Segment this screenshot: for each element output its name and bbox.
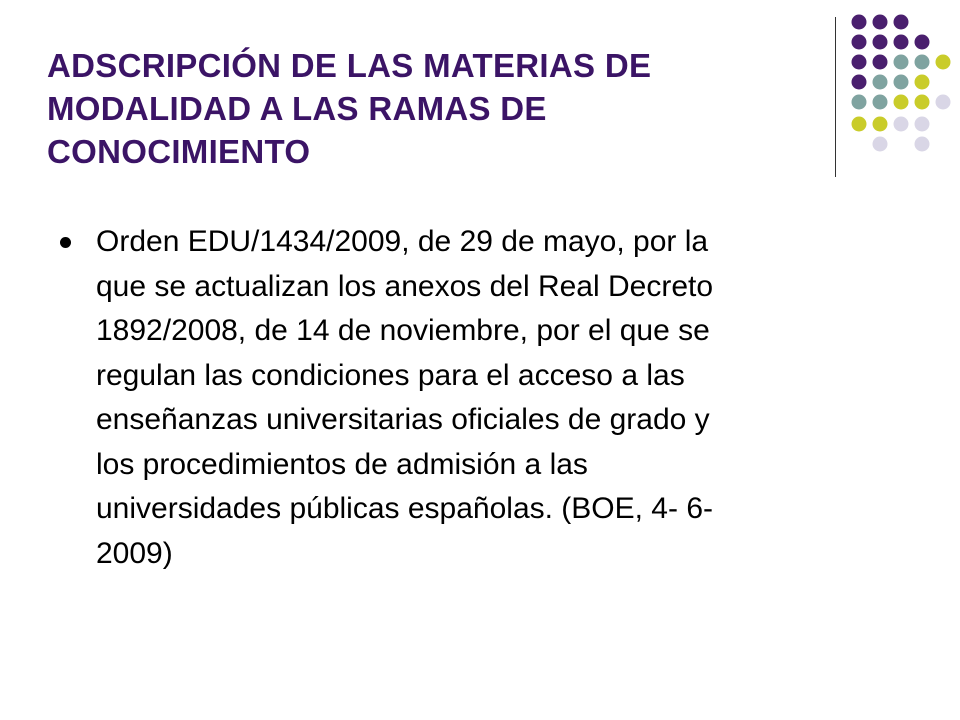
decorative-dot (873, 137, 888, 152)
decorative-dot (894, 75, 909, 90)
slide-title (47, 44, 807, 173)
bullet-text-line: 2009) (96, 536, 173, 570)
decorative-dot (915, 95, 930, 110)
decorative-dot (894, 35, 909, 50)
decorative-dot (873, 15, 888, 30)
bullet-item (60, 220, 880, 576)
decorative-dot (936, 55, 951, 70)
bullet-text-line: Orden EDU/1434/2009, de 29 de mayo, por la (96, 225, 709, 258)
decorative-dot (852, 15, 867, 30)
decorative-dot (894, 15, 909, 30)
decorative-dot (873, 95, 888, 110)
bullet-text-line: 1892/2008, de 14 de noviembre, por el que se (96, 314, 710, 347)
decorative-dot (873, 35, 888, 50)
decorative-dot (894, 117, 909, 132)
bullet-text-line: que se actualizan los anexos del Real Decreto (96, 269, 714, 303)
decorative-dot (852, 75, 867, 90)
bullet-text-line: regulan las condiciones para el acceso a las (96, 358, 685, 392)
decorative-dot (852, 95, 867, 110)
decorative-dot (936, 95, 951, 110)
decorative-dot (852, 117, 867, 132)
decorative-dot (873, 75, 888, 90)
bullet-text-line: enseñanzas universitarias oficiales de grado y (96, 403, 710, 436)
decorative-dot (915, 137, 930, 152)
decorative-dot (915, 35, 930, 50)
decorative-dot (915, 75, 930, 90)
decorative-dot (873, 117, 888, 132)
title-line: ADSCRIPCIÓN DE LAS MATERIAS DE (47, 47, 652, 84)
title-line: MODALIDAD A LAS RAMAS DE (47, 90, 547, 127)
decorative-dot (852, 55, 867, 70)
title-divider (835, 17, 836, 177)
decorative-dot (852, 35, 867, 50)
decorative-dot (915, 55, 930, 70)
bullet-text-line: universidades públicas españolas. (BOE, 4- 6- (96, 492, 713, 525)
bullet-text-line: los procedimientos de admisión a las (96, 447, 588, 481)
bullet-list (60, 220, 880, 576)
decorative-dot (915, 117, 930, 132)
title-line: CONOCIMIENTO (47, 133, 311, 170)
decorative-dot (894, 55, 909, 70)
bullet-dot-icon (60, 237, 71, 248)
decorative-dot (873, 55, 888, 70)
decorative-dot (894, 95, 909, 110)
